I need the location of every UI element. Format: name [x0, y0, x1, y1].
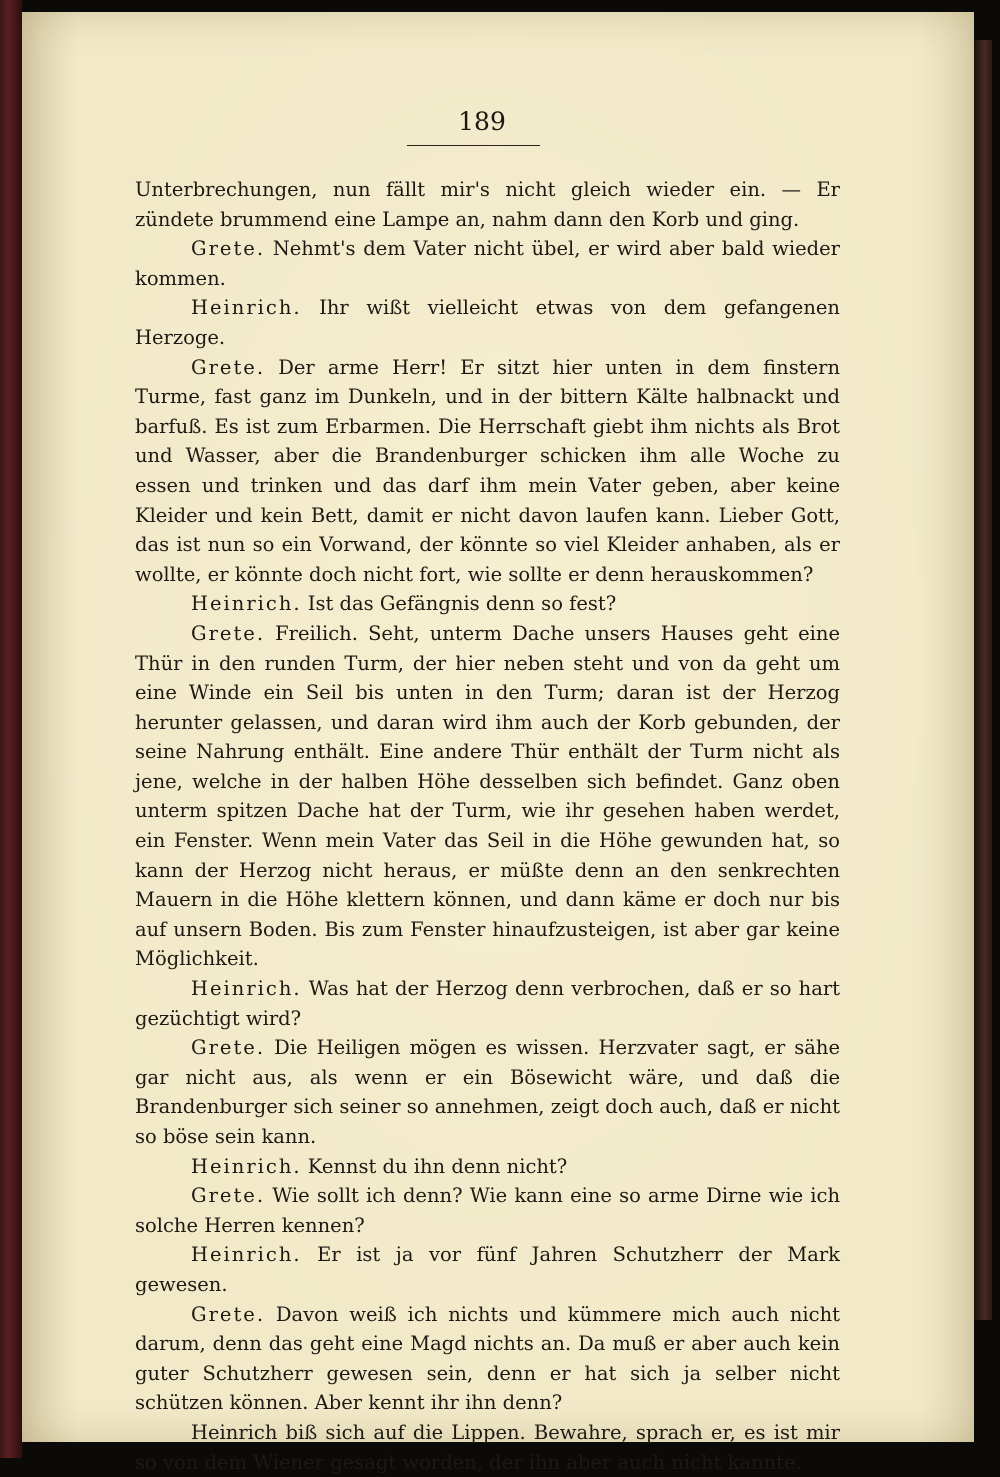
paragraph-text: Ihr wißt vielleicht etwas von dem gefangenen Herzoge.: [135, 296, 840, 349]
paragraph-text: Nehmt's dem Vater nicht übel, er wird aber bald wieder kommen.: [135, 237, 840, 290]
dialogue-paragraph: [135, 1240, 840, 1299]
page-body: [135, 175, 840, 1477]
paragraph-text: Der arme Herr! Er sitzt hier unten in dem finstern Turme, fast ganz im Dunkeln, und in der bittern Kälte halbnackt und barfuß. Es ist zum Erbarmen. Die Herrschaft giebt ihm nichts als Brot und Wasser, aber die Brandenburger schicken ihm alle Woche zu essen und trinken und das darf ihm mein Vater geben, aber keine Kleider und kein Bett, damit er nicht davon laufen kann. Lieber Gott, das ist nun so ein Vorwand, der könnte so viel Kleider anhaben, als er wollte, er könnte doch nicht fort, wie sollte er denn herauskommen?: [135, 355, 840, 586]
book-binding-right: [974, 40, 992, 1320]
page-number: 189: [458, 107, 506, 136]
dialogue-paragraph: [135, 619, 840, 974]
narration-paragraph: [135, 1418, 840, 1477]
paragraph-text: Ist das Gefängnis denn so fest?: [307, 592, 617, 616]
dialogue-paragraph: [135, 1033, 840, 1151]
speaker-name: Grete.: [191, 1036, 266, 1060]
paragraph-continuation: [135, 175, 840, 234]
paragraph-text: Davon weiß ich nichts und kümmere mich auch nicht darum, denn das geht eine Magd nichts an. Da muß er aber auch kein guter Schutzherr gewesen sein, denn er hat sich ja selber nicht schützen können. Aber kennt ihr ihn denn?: [135, 1302, 840, 1415]
dialogue-paragraph: [135, 353, 840, 590]
dialogue-paragraph: [135, 234, 840, 293]
speaker-name: Heinrich.: [191, 1243, 302, 1267]
speaker-name: Heinrich.: [191, 977, 302, 1001]
paragraph-text: Unterbrechungen, nun fällt mir's nicht gleich wieder ein. — Er zündete brummend eine Lampe an, nahm dann den Korb und ging.: [135, 178, 840, 231]
dialogue-paragraph: [135, 1181, 840, 1240]
dialogue-paragraph: [135, 974, 840, 1033]
speaker-name: Grete.: [191, 621, 266, 645]
speaker-name: Grete.: [191, 237, 266, 261]
speaker-name: Heinrich.: [191, 296, 302, 320]
speaker-name: Grete.: [191, 1302, 266, 1326]
book-binding-left: [0, 0, 22, 1458]
paragraph-text: Er ist ja vor fünf Jahren Schutzherr der Mark gewesen.: [135, 1243, 840, 1296]
dialogue-paragraph: [135, 293, 840, 352]
dialogue-paragraph: [135, 1152, 840, 1182]
paragraph-text: Die Heiligen mögen es wissen. Herzvater sagt, er sähe gar nicht aus, als wenn er ein Bösewicht wäre, und daß die Brandenburger sich seiner so annehmen, zeigt doch auch, daß er nicht so böse sein kann.: [135, 1036, 840, 1148]
speaker-name: Heinrich.: [191, 592, 302, 616]
speaker-name: Heinrich.: [191, 1154, 302, 1178]
book-page: [22, 12, 974, 1474]
paragraph-text: Wie sollt ich denn? Wie kann eine so arme Dirne wie ich solche Herren kennen?: [135, 1184, 840, 1237]
paragraph-text: Freilich. Seht, unterm Dache unsers Hauses geht eine Thür in den runden Turm, der hier neben steht und von da geht um eine Winde ein Seil bis unten in den Turm; daran ist der Herzog herunter gelassen, und daran wird ihm auch der Korb gebunden, der seine Nahrung enthält. Eine andere Thür enthält der Turm nicht als jene, welche in der halben Höhe desselben sich befindet. Ganz oben unterm spitzen Dache hat der Turm, wie ihr gesehen haben werdet, ein Fenster. Wenn mein Vater das Seil in die Höhe gewunden hat, so kann der Herzog nicht heraus, er müßte denn an den senkrechten Mauern in die Höhe klettern können, und dann käme er doch nur bis auf unsern Boden. Bis zum Fenster hinaufzusteigen, ist aber gar keine Möglichkeit.: [135, 621, 840, 971]
speaker-name: Grete.: [191, 1184, 266, 1208]
dialogue-paragraph: [135, 1300, 840, 1418]
dialogue-paragraph: [135, 589, 840, 619]
speaker-name: Grete.: [191, 355, 266, 379]
paragraph-text: Was hat der Herzog denn verbrochen, daß er so hart gezüchtigt wird?: [135, 977, 841, 1030]
header-rule: [407, 145, 540, 146]
paragraph-text: Kennst du ihn denn nicht?: [307, 1154, 568, 1178]
paragraph-text: Heinrich biß sich auf die Lippen. Bewahre, sprach er, es ist mir so von dem Wiener gesagt worden, der ihn aber auch nicht kannte.: [135, 1420, 840, 1474]
